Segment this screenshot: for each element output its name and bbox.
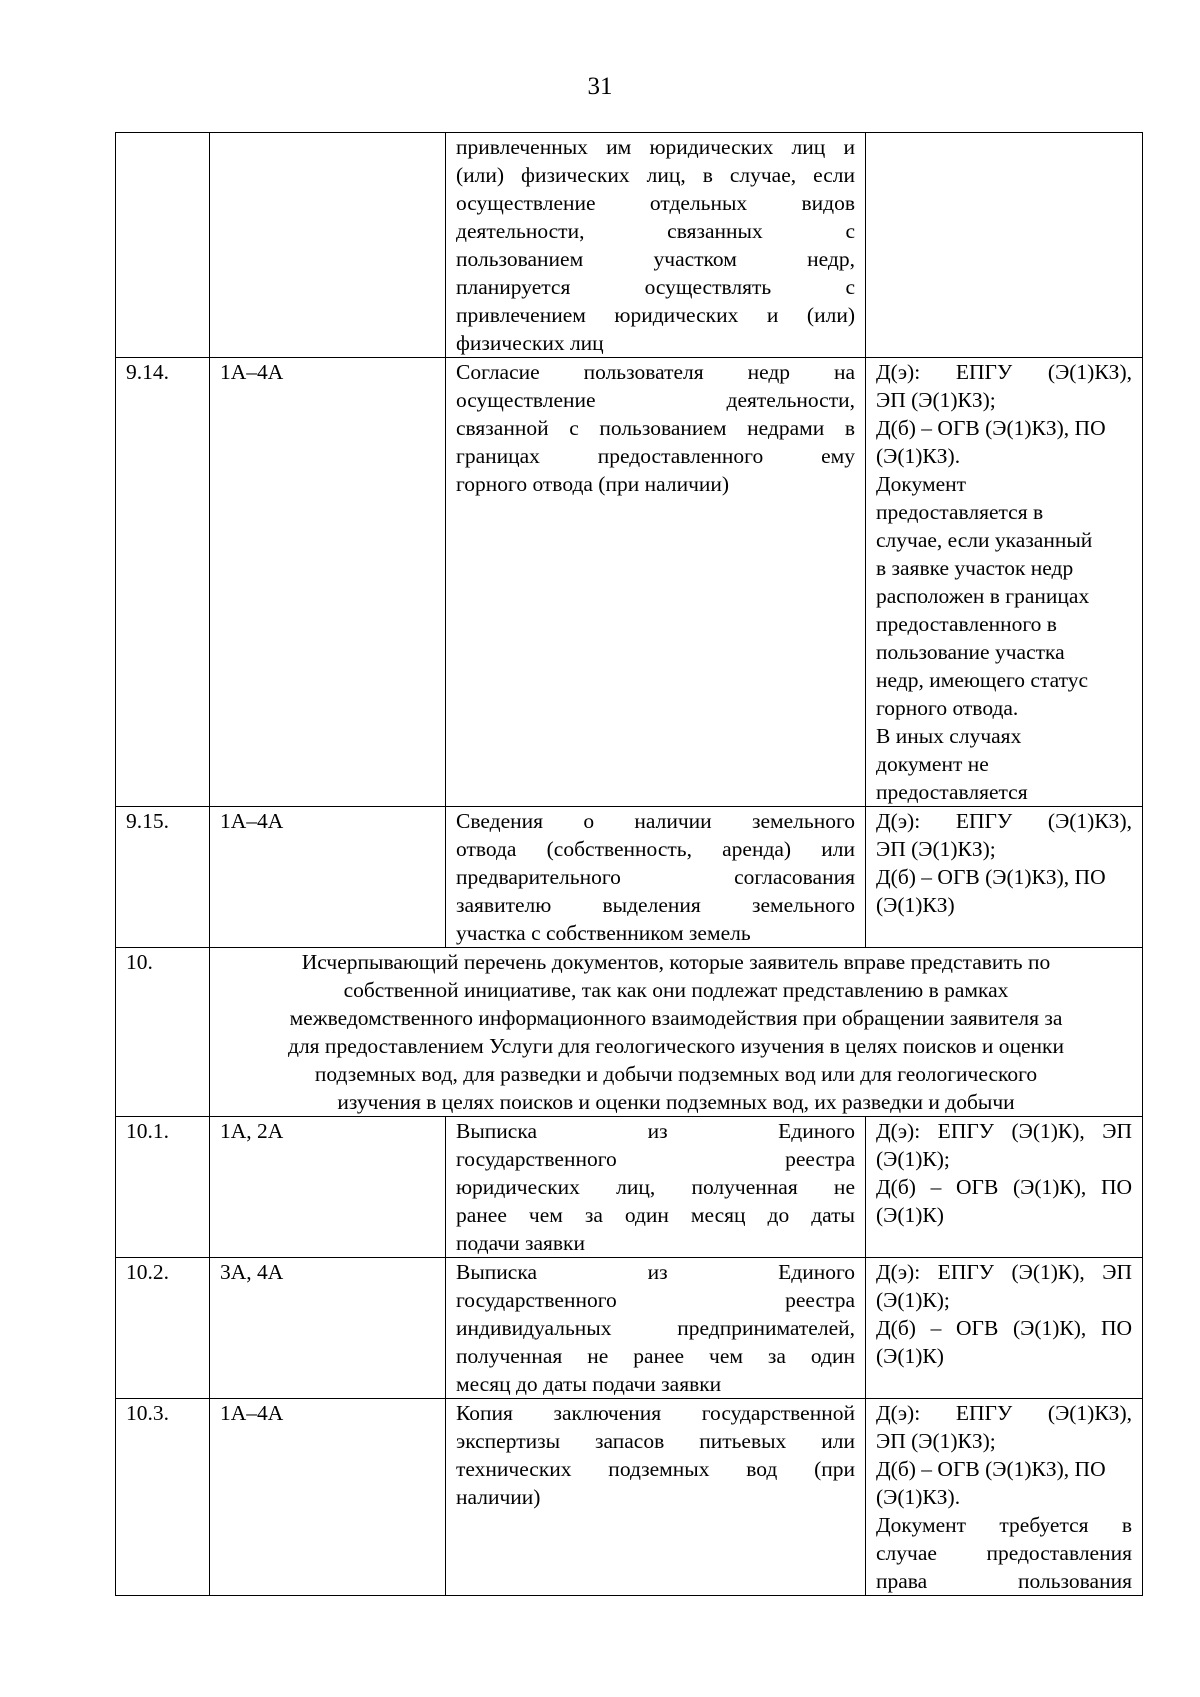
text-line: Сведения о наличии земельного (456, 809, 855, 833)
section-heading (210, 948, 1143, 1117)
text-line: отвода (собственность, аренда) или (456, 837, 855, 861)
document-description (446, 1258, 866, 1399)
text-line: предварительного согласования (456, 865, 855, 889)
text-line: (Э(1)К) (876, 1203, 944, 1227)
text-line: Д(б) – ОГВ (Э(1)КЗ), ПО (876, 1457, 1106, 1481)
text-line: предоставляется (876, 780, 1028, 804)
table-row (116, 1258, 1143, 1399)
text-line: ранее чем за один месяц до даты (456, 1203, 855, 1227)
table-row (116, 358, 1143, 807)
text-line: юридических лиц, полученная не (456, 1175, 855, 1199)
applicant-category: 1А, 2А (210, 1117, 446, 1258)
text-line: Документ (876, 472, 967, 496)
document-description (446, 1117, 866, 1258)
text-line: права пользования (876, 1569, 1132, 1593)
section-heading-line: собственной инициативе, так как они подлежат представлению в рамках (343, 978, 1009, 1002)
text-line: Д(э): ЕПГУ (Э(1)КЗ), (876, 1401, 1132, 1425)
submission-method (866, 1117, 1143, 1258)
text-line: горного отвода. (876, 696, 1019, 720)
text-line: привлеченных им юридических лиц и (456, 135, 855, 159)
text-line: осуществление деятельности, (456, 388, 855, 412)
text-line: случае предоставления (876, 1541, 1132, 1565)
section-heading-line: Исчерпывающий перечень документов, которые заявитель вправе представить по (301, 950, 1051, 974)
page-number: 31 (587, 73, 613, 100)
text-line: предоставляется в (876, 500, 1044, 524)
item-number: 10.1. (116, 1117, 210, 1258)
item-number (116, 133, 210, 358)
table-row (116, 1117, 1143, 1258)
submission-method (866, 1258, 1143, 1399)
text-line: Выписка из Единого (456, 1119, 855, 1143)
table-row (116, 133, 1143, 358)
text-line: привлечением юридических и (или) (456, 303, 855, 327)
applicant-category: 1А–4А (210, 1399, 446, 1596)
item-number: 9.14. (116, 358, 210, 807)
text-line: в заявке участок недр (876, 556, 1074, 580)
section-row (116, 948, 1143, 1117)
document-description (446, 807, 866, 948)
section-number: 10. (116, 948, 210, 1117)
text-line: (или) физических лиц, в случае, если (456, 163, 855, 187)
text-line: Д(э): ЕПГУ (Э(1)К), ЭП (876, 1119, 1132, 1143)
text-line: (Э(1)КЗ) (876, 893, 955, 917)
text-line: (Э(1)К); (876, 1288, 950, 1312)
text-line: планируется осуществлять с (456, 275, 855, 299)
text-line: недр, имеющего статус (876, 668, 1089, 692)
text-line: государственного реестра (456, 1288, 855, 1312)
text-line: месяц до даты подачи заявки (456, 1372, 722, 1396)
text-line: пользованием участком недр, (456, 247, 855, 271)
document-description (446, 1399, 866, 1596)
text-line: технических подземных вод (при (456, 1457, 855, 1481)
text-line: подачи заявки (456, 1231, 585, 1255)
document-description (446, 133, 866, 358)
text-line: Д(б) – ОГВ (Э(1)КЗ), ПО (876, 416, 1106, 440)
text-line: осуществление отдельных видов (456, 191, 855, 215)
text-line: государственного реестра (456, 1147, 855, 1171)
applicant-category: 1А–4А (210, 807, 446, 948)
text-line: Д(э): ЕПГУ (Э(1)К), ЭП (876, 1260, 1132, 1284)
table-row (116, 807, 1143, 948)
text-line: (Э(1)КЗ). (876, 1485, 961, 1509)
text-line: участка с собственником земель (456, 921, 751, 945)
submission-method (866, 807, 1143, 948)
text-line: Д(э): ЕПГУ (Э(1)КЗ), (876, 809, 1132, 833)
text-line: Д(б) – ОГВ (Э(1)К), ПО (876, 1175, 1132, 1199)
text-line: индивидуальных предпринимателей, (456, 1316, 855, 1340)
text-line: Копия заключения государственной (456, 1401, 855, 1425)
text-line: ЭП (Э(1)КЗ); (876, 837, 996, 861)
section-heading-line: подземных вод, для разведки и добычи подземных вод или для геологического (314, 1062, 1038, 1086)
text-line: (Э(1)К) (876, 1344, 944, 1368)
text-line: границах предоставленного ему (456, 444, 855, 468)
text-line: наличии) (456, 1485, 541, 1509)
text-line: деятельности, связанных с (456, 219, 855, 243)
document-description (446, 358, 866, 807)
text-line: заявителю выделения земельного (456, 893, 855, 917)
section-heading-line: для предоставлением Услуги для геологического изучения в целях поисков и оценки (288, 1034, 1064, 1058)
submission-method (866, 358, 1143, 807)
section-heading-line: межведомственного информационного взаимодействия при обращении заявителя за (289, 1006, 1063, 1030)
item-number: 9.15. (116, 807, 210, 948)
text-line: пользование участка (876, 640, 1065, 664)
text-line: (Э(1)КЗ). (876, 444, 961, 468)
applicant-category: 3А, 4А (210, 1258, 446, 1399)
submission-method (866, 1399, 1143, 1596)
text-line: экспертизы запасов питьевых или (456, 1429, 855, 1453)
applicant-category: 1А–4А (210, 358, 446, 807)
applicant-category (210, 133, 446, 358)
text-line: случае, если указанный (876, 528, 1093, 552)
text-line: ЭП (Э(1)КЗ); (876, 1429, 996, 1453)
item-number: 10.3. (116, 1399, 210, 1596)
section-heading-line: изучения в целях поисков и оценки подземных вод, их разведки и добычи (337, 1090, 1015, 1114)
text-line: горного отвода (при наличии) (456, 472, 730, 496)
text-line: расположен в границах (876, 584, 1090, 608)
text-line: документ не (876, 752, 989, 776)
text-line: Д(б) – ОГВ (Э(1)КЗ), ПО (876, 865, 1106, 889)
text-line: ЭП (Э(1)КЗ); (876, 388, 996, 412)
text-line: предоставленного в (876, 612, 1057, 636)
table-row (116, 1399, 1143, 1596)
text-line: (Э(1)К); (876, 1147, 950, 1171)
text-line: Выписка из Единого (456, 1260, 855, 1284)
text-line: В иных случаях (876, 724, 1022, 748)
text-line: Д(б) – ОГВ (Э(1)К), ПО (876, 1316, 1132, 1340)
submission-method (866, 133, 1143, 358)
text-line: связанной с пользованием недрами в (456, 416, 855, 440)
text-line: Документ требуется в (876, 1513, 1132, 1537)
text-line: Согласие пользователя недр на (456, 360, 855, 384)
requirements-table (115, 132, 1143, 1596)
text-line: Д(э): ЕПГУ (Э(1)КЗ), (876, 360, 1132, 384)
item-number: 10.2. (116, 1258, 210, 1399)
text-line: физических лиц (456, 331, 604, 355)
text-line: полученная не ранее чем за один (456, 1344, 855, 1368)
